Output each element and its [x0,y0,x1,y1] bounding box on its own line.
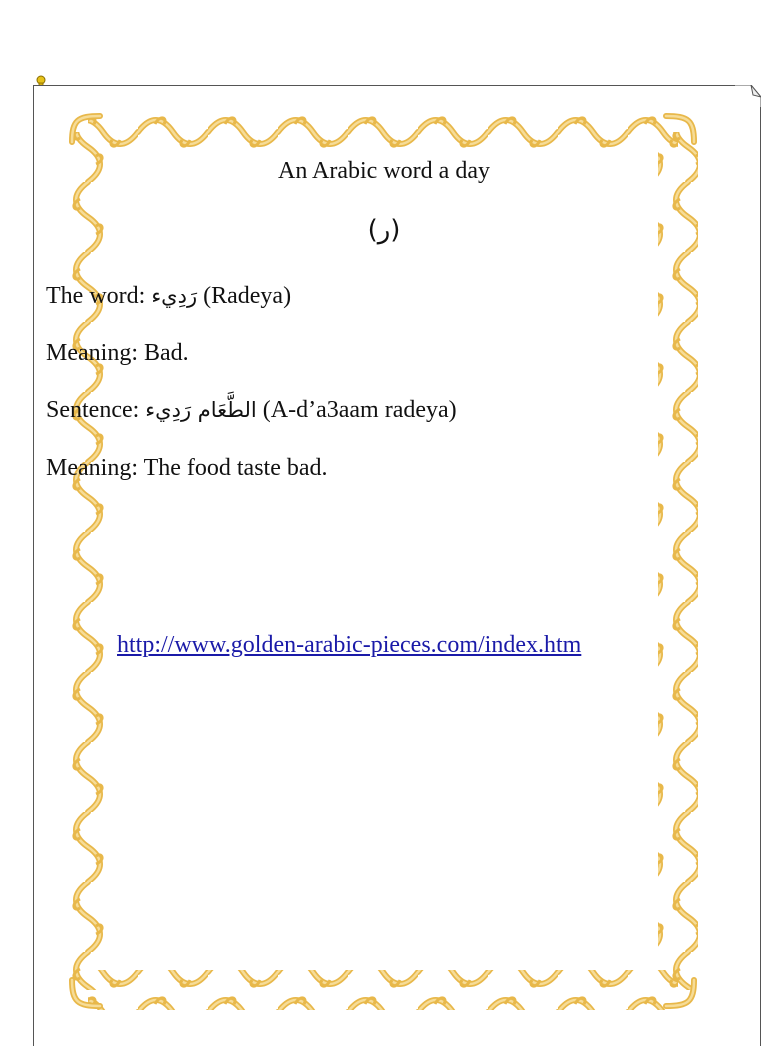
meaning-line [46,340,189,367]
source-link[interactable]: http://www.golden-arabic-pieces.com/index.htm [117,632,582,658]
arabic-word: رَدِيء [151,284,198,308]
page-title: An Arabic word a day [278,158,490,184]
sentence-meaning-text: The food taste bad. [143,455,328,481]
ornamental-scroll-frame [68,112,698,1010]
meaning-label: Meaning: [46,340,138,366]
sentence-label: Sentence: [46,397,140,423]
sentence-meaning-label: Meaning: [46,455,138,481]
word-transliteration: (Radeya) [203,283,292,309]
arabic-sentence: الطَّعَام رَدِيء [145,398,257,422]
meaning-text: Bad. [143,340,189,366]
sentence-transliteration: (A-d’a3aam radeya) [262,397,457,423]
word-line [46,283,291,310]
sentence-meaning-line [46,455,328,482]
page-curl-icon [735,85,761,107]
word-label: The word: [46,283,146,309]
sentence-line [46,397,457,424]
arabic-letter-heading: (ر) [367,215,401,245]
